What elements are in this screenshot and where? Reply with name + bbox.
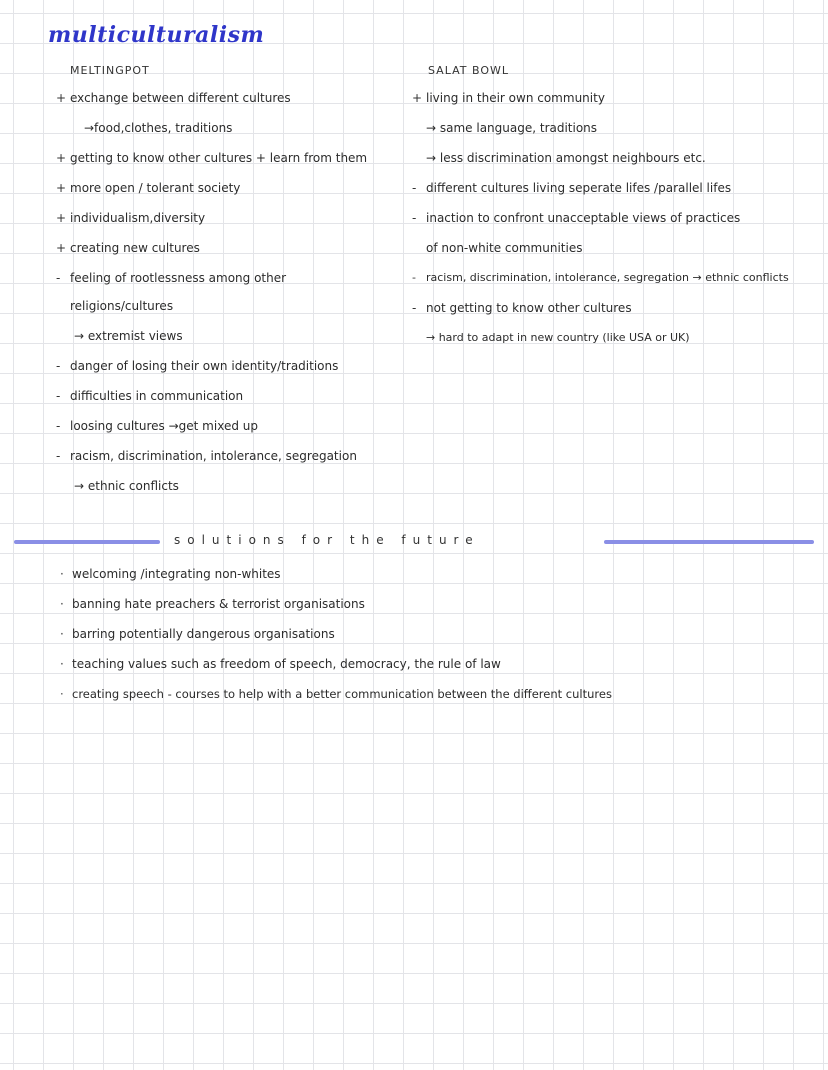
- bullet-dot-icon: ·: [60, 597, 64, 611]
- salad-bowl-line: + living in their own community: [412, 91, 605, 105]
- melting-pot-line: - racism, discrimination, intolerance, segregation: [56, 449, 357, 463]
- salad-bowl-line: - inaction to confront unacceptable views of practices: [412, 211, 741, 225]
- salad-bowl-line: - different cultures living seperate lifes /parallel lifes: [412, 181, 732, 195]
- salad-bowl-line: of non-white communities: [426, 241, 583, 255]
- bullet-dot-icon: ·: [60, 657, 64, 671]
- salad-bowl-line: → same language, traditions: [426, 121, 598, 135]
- divider-right: [604, 540, 814, 544]
- salad-bowl-heading: SALAT BOWL: [428, 64, 509, 77]
- melting-pot-line: + exchange between different cultures: [56, 91, 291, 105]
- salad-bowl-line: → less discrimination amongst neighbours etc.: [426, 151, 706, 165]
- melting-pot-heading: MELTINGPOT: [70, 64, 150, 77]
- bullet-dot-icon: ·: [60, 567, 64, 581]
- melting-pot-line: - feeling of rootlessness among other: [56, 271, 287, 285]
- divider-left: [14, 540, 160, 544]
- melting-pot-line: religions/cultures: [70, 299, 174, 313]
- melting-pot-line: - loosing cultures →get mixed up: [56, 419, 258, 433]
- melting-pot-line: →food,clothes, traditions: [84, 121, 233, 135]
- melting-pot-line: - danger of losing their own identity/traditions: [56, 359, 339, 373]
- solution-item: · barring potentially dangerous organisations: [60, 627, 335, 641]
- melting-pot-line: + more open / tolerant society: [56, 181, 241, 195]
- solution-item: · banning hate preachers & terrorist organisations: [60, 597, 365, 611]
- salad-bowl-line: → hard to adapt in new country (like USA or UK): [426, 331, 690, 344]
- melting-pot-line: + creating new cultures: [56, 241, 200, 255]
- salad-bowl-line: - not getting to know other cultures: [412, 301, 632, 315]
- melting-pot-line: - difficulties in communication: [56, 389, 244, 403]
- melting-pot-line: → ethnic conflicts: [74, 479, 179, 493]
- melting-pot-line: → extremist views: [74, 329, 183, 343]
- solution-item: · welcoming /integrating non-whites: [60, 567, 281, 581]
- page-title: multiculturalism: [48, 22, 265, 48]
- bullet-dot-icon: ·: [60, 687, 64, 701]
- salad-bowl-line: - racism, discrimination, intolerance, segregation → ethnic conflicts: [412, 271, 789, 284]
- melting-pot-line: + individualism,diversity: [56, 211, 206, 225]
- melting-pot-line: + getting to know other cultures + learn from them: [56, 151, 368, 165]
- solution-item: · teaching values such as freedom of speech, democracy, the rule of law: [60, 657, 501, 671]
- solution-item: · creating speech - courses to help with a better communication between the different cultures: [60, 687, 612, 701]
- bullet-dot-icon: ·: [60, 627, 64, 641]
- solutions-heading: solutions for the future: [174, 533, 480, 547]
